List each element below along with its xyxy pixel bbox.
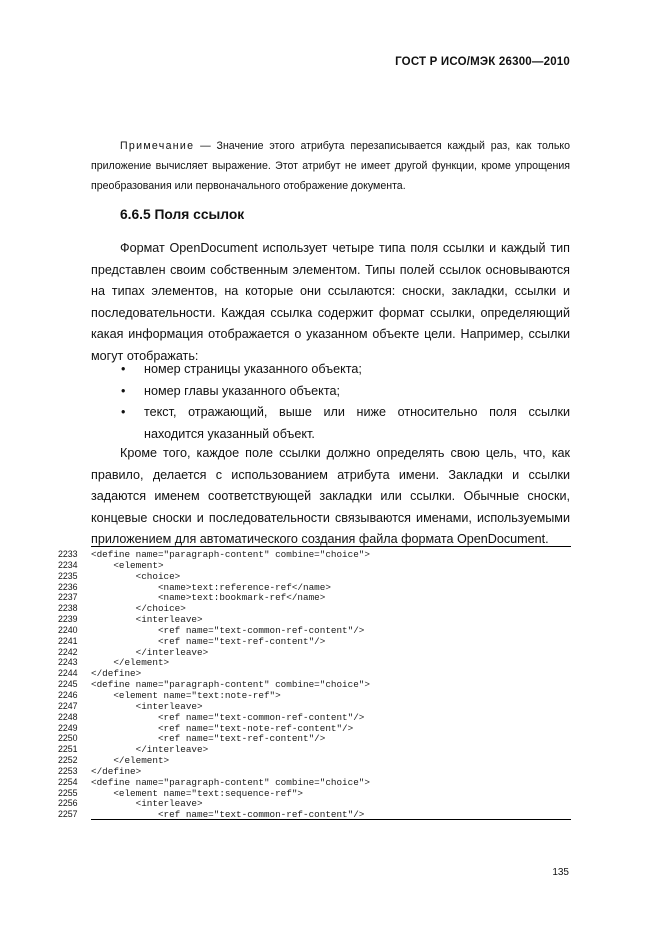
line-number: 2240 (58, 624, 78, 635)
line-number: 2253 (58, 765, 78, 776)
code-text: <interleave> (91, 798, 203, 810)
code-line (58, 755, 370, 766)
body-paragraph-2 (91, 443, 570, 551)
code-line (58, 712, 370, 723)
code-line (58, 701, 370, 712)
list-item (91, 402, 570, 445)
code-text: <define name="paragraph-content" combine="choice"> (91, 679, 370, 691)
code-line (58, 657, 370, 668)
code-line (58, 549, 370, 560)
bullet-marker: • (121, 362, 126, 376)
line-number: 2252 (58, 755, 78, 766)
code-line (58, 582, 370, 593)
document-header: ГОСТ Р ИСО/МЭК 26300—2010 (395, 56, 570, 68)
code-text: <choice> (91, 570, 181, 582)
code-text: <ref name="text-ref-content"/> (91, 733, 326, 745)
line-number: 2255 (58, 787, 78, 798)
note-paragraph (91, 136, 570, 196)
line-number: 2244 (58, 668, 78, 679)
line-number: 2238 (58, 603, 78, 614)
code-text: <element> (91, 559, 164, 571)
line-number: 2241 (58, 635, 78, 646)
code-text: </element> (91, 657, 170, 669)
code-text: </choice> (91, 603, 186, 615)
note-label: Примечание (120, 140, 195, 152)
line-number: 2239 (58, 614, 78, 625)
code-line (58, 625, 370, 636)
code-line (58, 647, 370, 658)
code-text: <define name="paragraph-content" combine="choice"> (91, 776, 370, 788)
line-number: 2243 (58, 657, 78, 668)
code-line (58, 679, 370, 690)
line-number: 2254 (58, 776, 78, 787)
code-text: <interleave> (91, 614, 203, 626)
code-text: <ref name="text-common-ref-content"/> (91, 809, 365, 821)
list-item (91, 381, 570, 403)
code-line (58, 560, 370, 571)
body-paragraph-1-text: Формат OpenDocument использует четыре типа поля ссылки и каждый тип представлен своим собственным элементом. Типы полей ссылок основываются на типах элементов, на которые они ссылаются: сноски, закладки, ссылки и последовательности. Каждая ссылка содержит формат ссылки, определяющий какая информация отображается о указанном объекте цели. Например, ссылки могут отображать: (91, 241, 570, 363)
code-text: </element> (91, 755, 170, 767)
code-text: <element name="text:note-ref"> (91, 689, 281, 701)
code-line (58, 690, 370, 701)
line-number: 2246 (58, 689, 78, 700)
code-text: <name>text:reference-ref</name> (91, 581, 331, 593)
line-number: 2256 (58, 798, 78, 809)
line-number: 2236 (58, 581, 78, 592)
code-text: </define> (91, 668, 142, 680)
bullet-marker: • (121, 405, 126, 419)
code-line (58, 777, 370, 788)
code-line (58, 723, 370, 734)
line-number: 2237 (58, 592, 78, 603)
code-text: </interleave> (91, 646, 209, 658)
code-text: </define> (91, 765, 142, 777)
line-number: 2245 (58, 679, 78, 690)
code-line (58, 592, 370, 603)
list-item (91, 359, 570, 381)
line-number: 2247 (58, 700, 78, 711)
code-text: <element name="text:sequence-ref"> (91, 787, 304, 799)
line-number: 2235 (58, 570, 78, 581)
code-text: <interleave> (91, 700, 203, 712)
code-listing (58, 549, 370, 820)
page-number: 135 (552, 867, 569, 878)
code-text: <ref name="text-ref-content"/> (91, 635, 326, 647)
section-title: 6.6.5 Поля ссылок (120, 207, 245, 222)
code-line (58, 788, 370, 799)
code-line (58, 668, 370, 679)
line-number: 2251 (58, 744, 78, 755)
line-number: 2249 (58, 722, 78, 733)
code-line (58, 614, 370, 625)
list-item-text: номер страницы указанного объекта; (144, 362, 362, 376)
body-paragraph-2-text: Кроме того, каждое поле ссылки должно определять свою цель, что, как правило, делается с использованием атрибута имени. Закладки и ссылки задаются именем соответствующей закладки или ссылки. Обычные сноски, концевые сноски и последовательности связываются именами, используемыми приложением для автоматического создания файла формата OpenDocument. (91, 446, 570, 546)
code-line (58, 798, 370, 809)
code-text: <ref name="text-common-ref-content"/> (91, 711, 365, 723)
bullet-list (91, 359, 570, 445)
line-number: 2234 (58, 559, 78, 570)
code-text: <define name="paragraph-content" combine="choice"> (91, 549, 370, 560)
code-top-rule (91, 546, 571, 547)
list-item-text: текст, отражающий, выше или ниже относительно поля ссылки находится указанный объект. (144, 405, 570, 441)
note-text: — Значение этого атрибута перезаписывается каждый раз, как только приложение вычисляет выражение. Этот атрибут не имеет другой функции, кроме упрощения преобразования или первоначального отображение документа. (91, 140, 570, 192)
code-text: <name>text:bookmark-ref</name> (91, 592, 326, 604)
code-text: </interleave> (91, 744, 209, 756)
code-line (58, 766, 370, 777)
code-line (58, 636, 370, 647)
code-line (58, 733, 370, 744)
line-number: 2248 (58, 711, 78, 722)
code-text: <ref name="text-common-ref-content"/> (91, 624, 365, 636)
body-paragraph-1 (91, 238, 570, 367)
list-item-text: номер главы указанного объекта; (144, 383, 340, 398)
code-line (58, 744, 370, 755)
code-line (58, 571, 370, 582)
code-text: <ref name="text-note-ref-content"/> (91, 722, 354, 734)
code-bottom-rule (91, 819, 571, 820)
line-number: 2257 (58, 809, 78, 820)
line-number: 2242 (58, 646, 78, 657)
code-line (58, 603, 370, 614)
line-number: 2233 (58, 549, 78, 559)
bullet-marker: • (121, 383, 126, 398)
line-number: 2250 (58, 733, 78, 744)
